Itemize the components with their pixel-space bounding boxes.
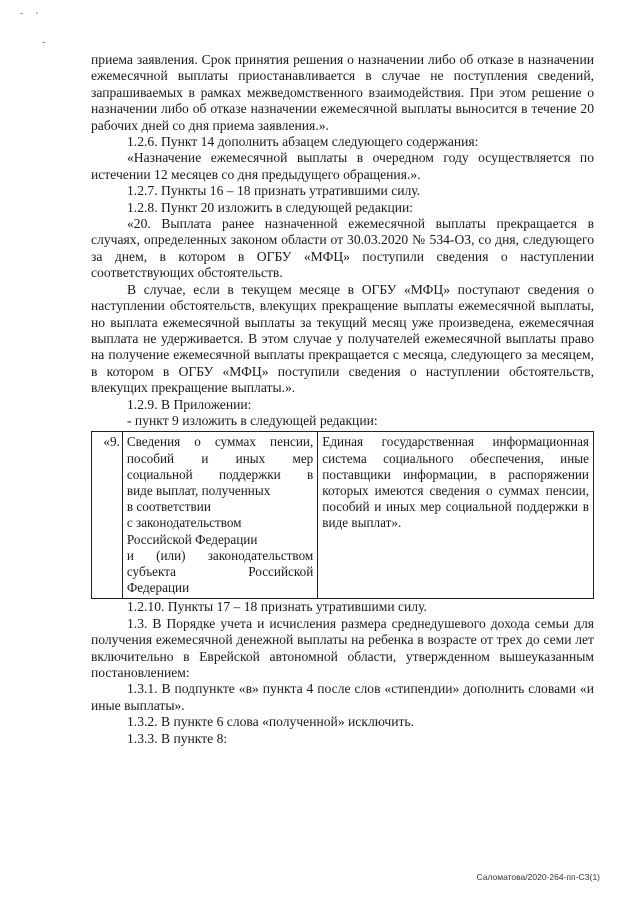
cell-line: с законодательством <box>126 515 242 531</box>
data-source-cell: Единая государственная информационная система социального обеспечения, иные поставщики информации, в распоряжении которых имеются сведения о суммах пенсии, пособий и иных мер социальной поддержки в виде выплат». <box>318 432 594 599</box>
appendix-table <box>91 431 594 599</box>
paragraph: - пункт 9 изложить в следующей редакции: <box>127 412 378 428</box>
paragraph: 1.3.3. В пункте 8: <box>127 730 228 746</box>
paragraph: приема заявления. Срок принятия решения о назначении либо об отказе в назначении ежемесячной выплаты приостанавливается в случае не поступления сведений, запрашиваемых в рамках межведомственного взаимодействия. При этом решение о назначении либо об отказе назначении ежемесячной выплаты выносится в течение 20 рабочих дней со дня приема заявления.». <box>91 52 594 133</box>
paragraph: 1.2.7. Пункты 16 – 18 признать утратившими силу. <box>127 183 421 199</box>
paragraph: 1.2.9. В Приложении: <box>127 396 252 412</box>
paragraph: 1.3.2. В пункте 6 слова «полученной» исключить. <box>127 714 415 730</box>
table-row <box>92 432 594 599</box>
cell-line: и (или) законодательством <box>126 547 314 563</box>
paragraph: 1.3.1. В подпункте «в» пункта 4 после слов «стипендии» дополнить словами «и иные выплаты». <box>91 681 594 713</box>
cell-line: Федерации <box>126 580 190 596</box>
document-body <box>91 52 594 747</box>
item-number: «9. <box>92 432 123 599</box>
cell-line: субъекта Российской <box>126 563 314 579</box>
scan-mark: - <box>20 8 24 19</box>
paragraph: 1.2.8. Пункт 20 изложить в следующей редакции: <box>127 199 414 215</box>
cell-line: Российской Федерации <box>126 531 258 547</box>
cell-line: виде выплат, полученных <box>126 482 271 498</box>
scan-mark: - <box>42 37 46 48</box>
cell-line: в соответствии <box>126 499 211 515</box>
cell-line: социальной поддержки в <box>126 466 314 482</box>
paragraphs-bottom <box>91 599 594 747</box>
paragraph: «Назначение ежемесячной выплаты в очередном году осуществляется по истечении 12 месяцев со дня предыдущего обращения.». <box>91 150 594 182</box>
scan-mark: ' <box>36 11 38 22</box>
cell-line: Сведения о суммах пенсии, <box>126 434 314 450</box>
paragraph: 1.2.10. Пункты 17 – 18 признать утратившими силу. <box>127 599 427 615</box>
cell-line: пособий и иных мер <box>126 450 314 466</box>
data-description-cell <box>122 432 317 599</box>
paragraphs-top <box>91 52 594 429</box>
paragraph: 1.3. В Порядке учета и исчисления размера среднедушевого дохода семьи для получения ежемесячной денежной выплаты на ребенка в возрасте от трех до семи лет включительно в Еврейской автономной области, утвержденном вышеуказанным постановлением: <box>91 615 594 680</box>
paragraph: «20. Выплата ранее назначенной ежемесячной выплаты прекращается в случаях, определенных законом области от 30.03.2020 № 534-ОЗ, со дня, следующего за днем, в котором в ОГБУ «МФЦ» поступили сведения о наступлении соответствующих обстоятельств. <box>91 216 594 281</box>
paragraph: 1.2.6. Пункт 14 дополнить абзацем следующего содержания: <box>127 134 479 150</box>
document-footer-code: Саломатова/2020-264-пп-СЗ(1) <box>476 872 600 882</box>
paragraph: В случае, если в текущем месяце в ОГБУ «МФЦ» поступают сведения о наступлении обстоятельств, влекущих прекращение выплаты ежемесячной выплаты, но выплата ежемесячной выплаты за текущий месяц уже произведена, ежемесячная выплата не удерживается. В этом случае у получателей ежемесячной выплаты право на получение ежемесячной выплаты прекращается с месяца, следующего за месяцем, в котором в ОГБУ «МФЦ» поступили сведения о наступлении обстоятельств, влекущих прекращение выплаты.». <box>91 281 594 396</box>
